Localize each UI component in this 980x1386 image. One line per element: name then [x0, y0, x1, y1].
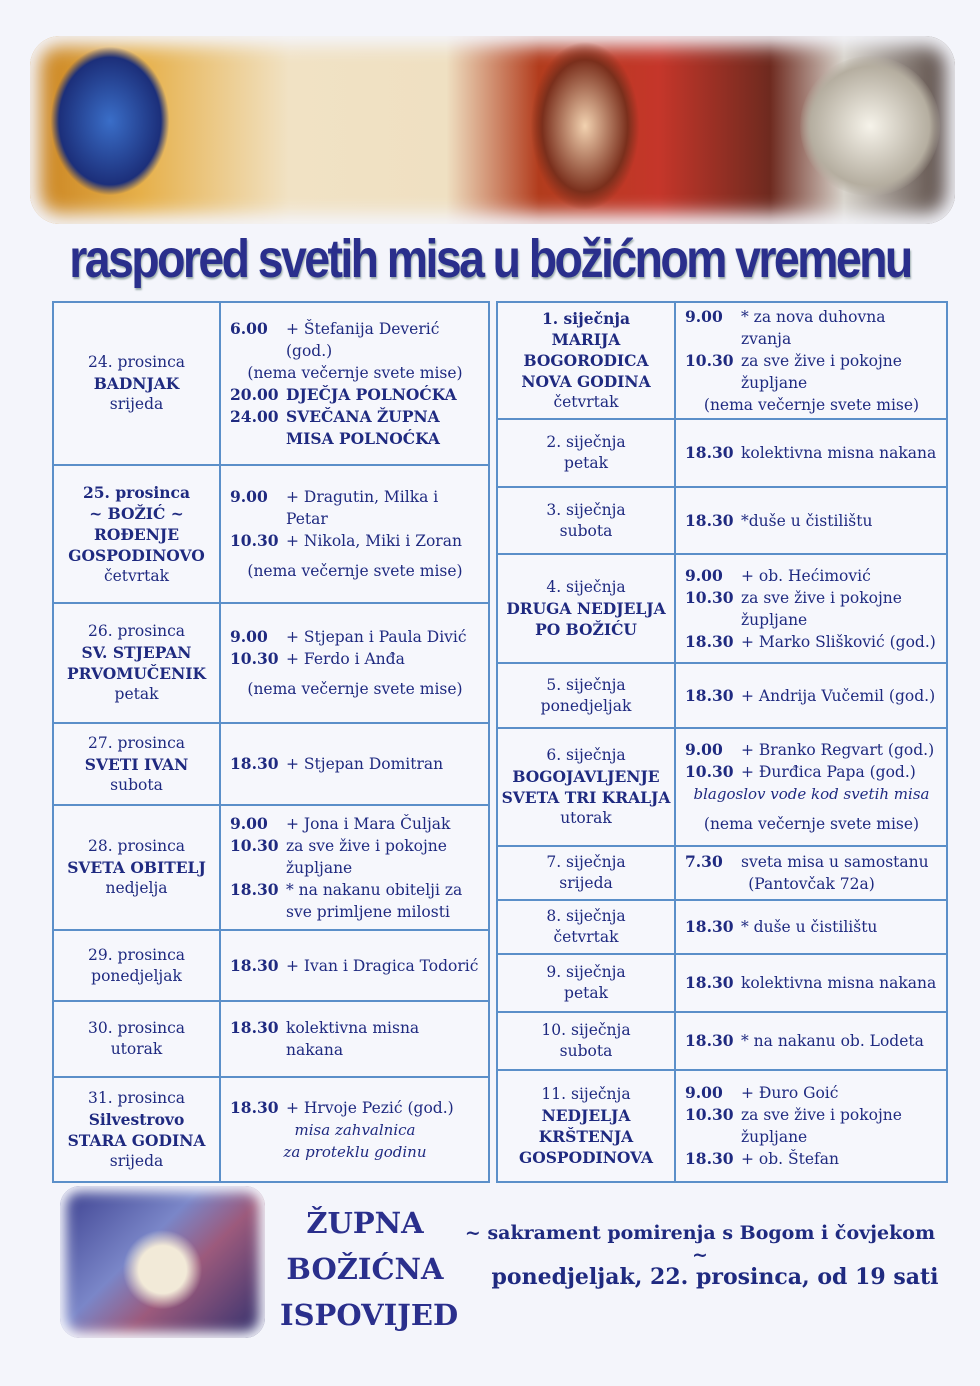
- date-line: 27. prosinca: [87, 733, 186, 752]
- date-line: četvrtak: [553, 928, 619, 946]
- mass-time: 9.00: [230, 627, 268, 646]
- table-row: [498, 418, 946, 486]
- date-line: četvrtak: [553, 393, 619, 411]
- date-line: 24. prosinca: [87, 353, 186, 371]
- mass-entry: [230, 1141, 480, 1163]
- mass-cell: [676, 847, 946, 899]
- confession-artwork-image: [60, 1186, 265, 1338]
- mass-intention: + Branko Regvart (god.): [741, 741, 935, 759]
- mass-entry: [230, 362, 480, 384]
- table-row: [498, 727, 946, 845]
- mass-intention: SVEČANA ŽUPNA MISA POLNOĆKA: [286, 406, 440, 448]
- date-line: nedjelja: [105, 879, 168, 897]
- date-line: 8. siječnja: [546, 907, 626, 925]
- mass-entry: [685, 306, 938, 350]
- date-line: 29. prosinca: [87, 945, 186, 964]
- date-line: KRŠTENJA: [538, 1127, 634, 1146]
- mass-entry: [230, 648, 480, 670]
- mass-intention: za sve žive i pokojne župljane: [741, 1106, 902, 1146]
- date-line: GOSPODINOVA: [518, 1148, 654, 1167]
- mass-intention: * na nakanu ob. Lodeta: [741, 1032, 924, 1050]
- date-line: SVETA OBITELJ: [67, 858, 206, 877]
- date-line: subota: [559, 521, 613, 540]
- table-row: [498, 662, 946, 727]
- confession-date: ponedjeljak, 22. prosinca, od 19 sati: [491, 1264, 939, 1290]
- mass-cell: [676, 955, 946, 1011]
- date-cell: [498, 555, 676, 662]
- mass-time: 18.30: [230, 879, 279, 899]
- mass-entry: [685, 1082, 938, 1104]
- mass-entry: [230, 384, 480, 406]
- date-cell: [54, 466, 221, 602]
- date-line: ponedjeljak: [540, 696, 632, 715]
- date-cell: [54, 1002, 221, 1076]
- date-line: Silvestrovo: [88, 1109, 185, 1129]
- mass-intention: (nema večernje svete mise): [247, 363, 463, 382]
- table-row: [54, 1076, 488, 1181]
- date-line: 11. siječnja: [541, 1085, 631, 1103]
- mass-entry: [230, 486, 480, 530]
- table-row: [54, 303, 488, 464]
- mass-entry: [685, 394, 938, 416]
- mass-entry: [685, 916, 938, 938]
- mass-entry: [685, 685, 938, 707]
- mass-cell: [221, 931, 488, 1000]
- mass-entry: [685, 442, 938, 464]
- mass-entry: [230, 678, 480, 700]
- mass-entry: [685, 510, 938, 532]
- mass-time: 9.00: [685, 565, 723, 585]
- mass-cell: [221, 604, 488, 722]
- mass-entry: [685, 1030, 938, 1052]
- mass-cell: [676, 1071, 946, 1181]
- date-line: ponedjeljak: [91, 966, 182, 985]
- date-line: 25. prosinca: [82, 482, 191, 502]
- mass-time: 9.00: [230, 487, 268, 506]
- mass-intention: + Andrija Vučemil (god.): [741, 686, 936, 705]
- date-cell: [54, 303, 221, 464]
- mass-cell: [221, 1078, 488, 1181]
- schedule-table-january: [496, 301, 948, 1183]
- mass-time: 18.30: [685, 1149, 734, 1168]
- mass-cell: [676, 303, 946, 418]
- table-row: [54, 929, 488, 1000]
- mass-intention: (nema večernje svete mise): [703, 815, 920, 833]
- mass-intention: za proteklu godinu: [283, 1142, 427, 1161]
- mass-intention: + Jona i Mara Čuljak: [286, 814, 451, 833]
- mass-entry: [230, 955, 480, 977]
- table-row: [498, 1011, 946, 1069]
- mass-time: 9.00: [685, 306, 723, 326]
- date-line: srijeda: [109, 395, 164, 413]
- date-cell: [54, 604, 221, 722]
- date-line: ~ BOŽIĆ ~: [89, 503, 184, 523]
- mass-intention: + Stjepan i Paula Divić: [286, 628, 467, 646]
- mass-intention: *duše u čistilištu: [741, 511, 873, 530]
- mass-intention: za sve žive i pokojne župljane: [286, 836, 447, 877]
- date-line: petak: [114, 685, 159, 703]
- mass-entry: [230, 530, 480, 552]
- mass-intention: DJEČJA POLNOĆKA: [286, 384, 457, 404]
- mass-entry: [230, 753, 480, 775]
- date-line: 2. siječnja: [546, 433, 626, 451]
- date-line: subota: [110, 775, 163, 794]
- mass-cell: [676, 488, 946, 553]
- mass-intention: za sve žive i pokojne župljane: [741, 588, 902, 629]
- date-line: 4. siječnja: [546, 578, 626, 596]
- mass-intention: + Hrvoje Pezić (god.): [286, 1098, 454, 1117]
- mass-time: 18.30: [230, 1097, 279, 1117]
- date-cell: [498, 847, 676, 899]
- mass-intention: (nema večernje svete mise): [247, 562, 463, 580]
- mass-time: 10.30: [230, 835, 279, 855]
- mass-entry: [230, 1017, 480, 1061]
- mass-time: 18.30: [685, 510, 734, 530]
- date-line: PRVOMUČENIK: [67, 664, 206, 683]
- mass-entry: [230, 406, 480, 450]
- mass-entry: [685, 587, 938, 631]
- table-row: [54, 464, 488, 602]
- date-cell: [498, 729, 676, 845]
- date-cell: [498, 1071, 676, 1181]
- mass-time: 9.00: [685, 740, 723, 759]
- mass-intention: (Pantovčak 72a): [748, 875, 875, 893]
- mass-intention: + Đuro Goić: [741, 1084, 839, 1102]
- table-row: [54, 1000, 488, 1076]
- date-line: STARA GODINA: [67, 1130, 206, 1150]
- mass-intention: + Ferdo i Anđa: [286, 650, 405, 668]
- table-row: [498, 486, 946, 553]
- mass-time: 6.00: [230, 318, 268, 338]
- date-line: petak: [564, 454, 608, 472]
- mass-intention: kolektivna misna nakana: [741, 974, 937, 992]
- mass-cell: [676, 664, 946, 727]
- mass-cell: [221, 724, 488, 804]
- mass-time: 18.30: [230, 754, 279, 773]
- mass-entry: [685, 1104, 938, 1148]
- table-row: [498, 1069, 946, 1181]
- date-line: BADNJAK: [93, 374, 180, 393]
- mass-cell: [676, 729, 946, 845]
- date-line: 9. siječnja: [546, 963, 626, 981]
- date-line: subota: [559, 1042, 613, 1060]
- table-row: [54, 722, 488, 804]
- mass-cell: [676, 901, 946, 953]
- date-line: 30. prosinca: [87, 1019, 186, 1037]
- mass-entry: [685, 565, 938, 587]
- mass-time: 20.00: [230, 384, 279, 404]
- mass-intention: blagoslov vode kod svetih misa: [693, 785, 930, 803]
- table-row: [498, 953, 946, 1011]
- mass-intention: + Stjepan Domitran: [286, 755, 444, 773]
- mass-time: 24.00: [230, 406, 279, 426]
- mass-time: 10.30: [685, 1105, 734, 1124]
- sacrament-subtitle: ~ sakrament pomirenja s Bogom i čovjekom ~: [464, 1222, 936, 1266]
- date-line: 6. siječnja: [546, 746, 626, 764]
- date-line: MARIJA: [551, 330, 621, 349]
- date-line: utorak: [110, 1040, 163, 1058]
- date-line: utorak: [560, 809, 612, 827]
- mass-entry: [685, 783, 938, 805]
- mass-time: 10.30: [685, 587, 734, 607]
- mass-intention: + Nikola, Miki i Zoran: [286, 532, 462, 550]
- heading-line: ŽUPNA: [306, 1206, 424, 1240]
- date-line: 1. siječnja: [541, 309, 631, 328]
- mass-entry: [685, 739, 938, 761]
- mass-time: 10.30: [685, 350, 734, 370]
- date-cell: [54, 806, 221, 929]
- mass-entry: [230, 879, 480, 923]
- mass-intention: * duše u čistilištu: [741, 918, 878, 936]
- mass-cell: [221, 303, 488, 464]
- date-line: BOGOJAVLJENJE: [512, 767, 660, 786]
- mass-time: 18.30: [230, 1018, 279, 1037]
- date-line: SVETI IVAN: [84, 754, 189, 774]
- mass-intention: (nema večernje svete mise): [247, 680, 463, 698]
- mass-time: 18.30: [685, 917, 734, 936]
- mass-time: 9.00: [685, 1083, 723, 1102]
- mass-intention: + ob. Hećimović: [741, 566, 871, 585]
- mass-time: 18.30: [685, 1031, 734, 1050]
- date-line: BOGORODICA: [523, 351, 649, 370]
- mass-intention: kolektivna misna nakana: [741, 444, 937, 462]
- table-row: [498, 899, 946, 953]
- mass-entry: [685, 873, 938, 895]
- date-line: srijeda: [559, 874, 613, 892]
- mass-time: 18.30: [685, 443, 734, 462]
- heading-line: BOŽIĆNA: [286, 1252, 444, 1286]
- mass-time: 18.30: [685, 685, 734, 705]
- date-line: 7. siječnja: [546, 853, 626, 871]
- date-cell: [54, 931, 221, 1000]
- mass-cell: [221, 1002, 488, 1076]
- mass-time: 7.30: [685, 852, 723, 871]
- date-line: 26. prosinca: [87, 622, 186, 640]
- mass-intention: * za nova duhovna zvanja: [741, 307, 886, 348]
- table-row: [498, 845, 946, 899]
- mass-time: 18.30: [685, 631, 734, 651]
- mass-cell: [676, 1013, 946, 1069]
- schedule-table-december: [52, 301, 490, 1183]
- date-cell: [498, 1013, 676, 1069]
- date-line: NEDJELJA: [541, 1106, 631, 1125]
- table-row: [498, 303, 946, 418]
- mass-intention: za sve žive i pokojne župljane: [741, 351, 902, 392]
- mass-intention: + ob. Štefan: [741, 1150, 840, 1168]
- date-line: 10. siječnja: [541, 1021, 631, 1039]
- mass-entry: [685, 350, 938, 394]
- mass-entry: [230, 318, 480, 362]
- heading-line: ISPOVIJED: [280, 1298, 459, 1332]
- date-line: 28. prosinca: [87, 837, 186, 855]
- mass-time: 10.30: [230, 531, 279, 550]
- date-cell: [498, 303, 676, 418]
- mass-entry: [685, 1148, 938, 1170]
- mass-time: 10.30: [230, 649, 279, 668]
- table-row: [54, 804, 488, 929]
- mass-intention: sveta misa u samostanu: [741, 853, 929, 871]
- date-cell: [498, 420, 676, 486]
- mass-intention: + Štefanija Deverić (god.): [286, 319, 440, 360]
- mass-intention: + Đurđica Papa (god.): [741, 763, 916, 781]
- mass-entry: [230, 1119, 480, 1141]
- mass-cell: [221, 806, 488, 929]
- date-line: SV. STJEPAN: [81, 643, 192, 662]
- date-line: petak: [564, 984, 608, 1002]
- mass-time: 9.00: [230, 813, 268, 833]
- mass-entry: [685, 761, 938, 783]
- date-line: NOVA GODINA: [521, 372, 651, 391]
- mass-intention: + Dragutin, Milka i Petar: [286, 488, 439, 528]
- mass-entry: [685, 631, 938, 653]
- date-line: 5. siječnja: [546, 675, 626, 694]
- mass-intention: (nema večernje svete mise): [703, 395, 920, 414]
- date-line: PO BOŽIĆU: [535, 620, 637, 639]
- mass-cell: [676, 555, 946, 662]
- mass-time: 10.30: [685, 762, 734, 781]
- mass-entry: [230, 835, 480, 879]
- table-row: [498, 553, 946, 662]
- date-cell: [498, 901, 676, 953]
- page-title: raspored svetih misa u božićnom vremenu: [69, 229, 911, 289]
- mass-intention: kolektivna misna nakana: [286, 1019, 420, 1059]
- date-cell: [498, 488, 676, 553]
- mass-intention: + Marko Slišković (god.): [741, 632, 936, 651]
- mass-entry: [685, 813, 938, 835]
- mass-entry: [230, 626, 480, 648]
- date-cell: [54, 724, 221, 804]
- mass-entry: [685, 851, 938, 873]
- date-line: ROĐENJE: [93, 524, 180, 544]
- mass-cell: [221, 466, 488, 602]
- mass-time: 18.30: [685, 973, 734, 992]
- date-line: srijeda: [109, 1151, 164, 1170]
- date-cell: [498, 955, 676, 1011]
- date-cell: [498, 664, 676, 727]
- date-cell: [54, 1078, 221, 1181]
- mass-intention: * na nakanu obitelji za sve primljene milosti: [286, 880, 463, 921]
- mass-cell: [676, 420, 946, 486]
- mass-time: 18.30: [230, 955, 279, 975]
- mass-entry: [685, 972, 938, 994]
- header-collage-image: [30, 36, 955, 224]
- mass-intention: misa zahvalnica: [294, 1120, 416, 1139]
- date-line: četvrtak: [103, 566, 170, 585]
- date-line: SVETA TRI KRALJA: [501, 788, 671, 807]
- mass-entry: [230, 813, 480, 835]
- table-row: [54, 602, 488, 722]
- mass-intention: + Ivan i Dragica Todorić: [286, 956, 479, 975]
- date-line: 3. siječnja: [546, 500, 626, 519]
- confession-heading: [280, 1200, 459, 1338]
- mass-entry: [230, 560, 480, 582]
- mass-entry: [230, 1097, 480, 1119]
- date-line: GOSPODINOVO: [68, 545, 205, 565]
- date-line: 31. prosinca: [87, 1088, 186, 1107]
- date-line: DRUGA NEDJELJA: [506, 599, 666, 618]
